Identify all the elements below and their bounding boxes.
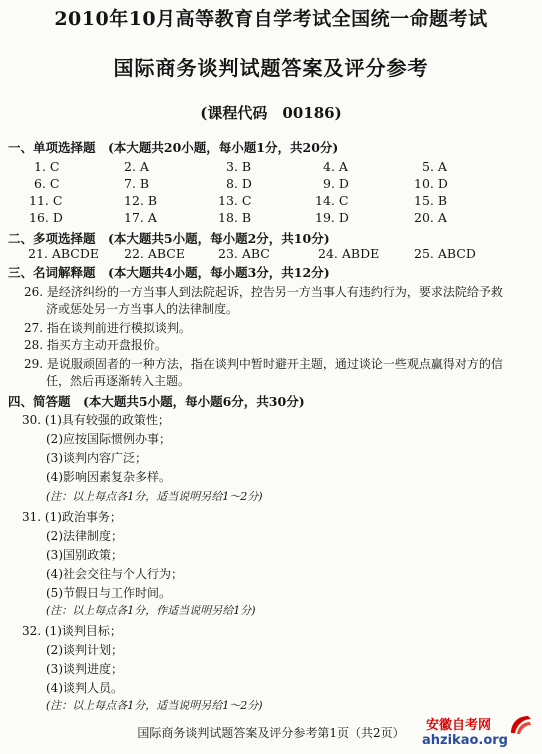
section3-title: 三、名词解释题 (本大题共4小题，每小题3分，共12分)	[8, 265, 330, 280]
answer-item: 20. A	[414, 210, 447, 225]
answer-text: 28. 指买方主动开盘报价。	[24, 338, 167, 352]
answer-text: 任，然后再逐渐转入主题。	[46, 374, 191, 388]
answer-text: (4)影响因素复杂多样。	[46, 470, 171, 484]
answer-text: (3)谈判内容广泛；	[46, 451, 147, 465]
section2-title: 二、多项选择题 (本大题共5小题，每小题2分，共10分)	[8, 231, 330, 246]
logo-emblem-icon	[508, 713, 534, 737]
answer-text: 济或惩处另一方当事人的法律制度。	[46, 302, 239, 316]
answer-text: (5)节假日与工作时间。	[46, 586, 171, 600]
answer-item: 8. D	[226, 176, 252, 191]
answer-text: (4)社会交往与个人行为；	[46, 567, 183, 581]
answer-item: 19. D	[315, 210, 349, 225]
answer-item: 22. ABCE	[124, 246, 185, 261]
answer-item: 15. B	[414, 193, 448, 208]
answer-text: 31. (1)政治事务；	[22, 510, 122, 524]
answer-item: 24. ABDE	[318, 246, 380, 261]
section4-title: 四、简答题 (本大题共5小题，每小题6分，共30分)	[8, 394, 305, 409]
answer-item: 3. B	[226, 159, 252, 174]
answer-text: (3)谈判进度；	[46, 662, 123, 676]
scoring-note: (注：以上每点各1分，适当说明另给1～2分)	[46, 490, 263, 503]
watermark-text-bottom: ahzikao.org	[422, 733, 508, 748]
answer-item: 11. C	[29, 193, 63, 208]
section1-title: 一、单项选择题 (本大题共20小题，每小题1分，共20分)	[8, 140, 339, 155]
course-code: (课程代码 00186)	[200, 104, 342, 122]
answer-item: 9. D	[323, 176, 349, 191]
answer-item: 14. C	[315, 193, 349, 208]
scoring-note: (注：以上每点各1分，作适当说明另给1分)	[46, 604, 256, 617]
answer-item: 23. ABC	[218, 246, 270, 261]
answer-item: 17. A	[124, 210, 157, 225]
answer-item: 5. A	[422, 159, 447, 174]
answer-item: 4. A	[323, 159, 348, 174]
answer-text: (3)国别政策；	[46, 548, 123, 562]
page-footer: 国际商务谈判试题答案及评分参考第1页（共2页）	[137, 726, 405, 740]
document-title: 国际商务谈判试题答案及评分参考	[113, 56, 429, 80]
answer-text: (4)谈判人员。	[46, 681, 123, 695]
answer-text: (2)应按国际惯例办事；	[46, 432, 171, 446]
answer-item: 1. C	[34, 159, 60, 174]
site-watermark	[420, 712, 538, 752]
answer-item: 6. C	[34, 176, 60, 191]
answer-item: 7. B	[124, 176, 150, 191]
answer-text: (2)法律制度；	[46, 529, 123, 543]
scoring-note: (注：以上每点各1分，适当说明另给1～2分)	[46, 699, 263, 712]
answer-item: 18. B	[218, 210, 252, 225]
answer-text: 29. 是说服顽固者的一种方法，指在谈判中暂时避开主题，通过谈论一些观点赢得对方的信	[24, 357, 503, 371]
answer-item: 16. D	[29, 210, 63, 225]
exam-header-line1: 2010年10月高等教育自学考试全国统一命题考试	[54, 8, 488, 30]
answer-text: 32. (1)谈判目标；	[22, 624, 122, 638]
answer-text: 27. 指在谈判前进行模拟谈判。	[24, 321, 191, 335]
answer-text: (2)谈判计划；	[46, 643, 123, 657]
answer-item: 13. C	[218, 193, 252, 208]
answer-item: 25. ABCD	[414, 246, 476, 261]
watermark-text-top: 安徽自考网	[426, 718, 492, 733]
answer-item: 2. A	[124, 159, 149, 174]
answer-item: 10. D	[414, 176, 448, 191]
answer-text: 26. 是经济纠纷的一方当事人到法院起诉，控告另一方当事人有违约行为，要求法院给予救	[24, 285, 503, 299]
answer-item: 21. ABCDE	[28, 246, 100, 261]
answer-item: 12. B	[124, 193, 158, 208]
answer-text: 30. (1)具有较强的政策性；	[22, 413, 170, 427]
